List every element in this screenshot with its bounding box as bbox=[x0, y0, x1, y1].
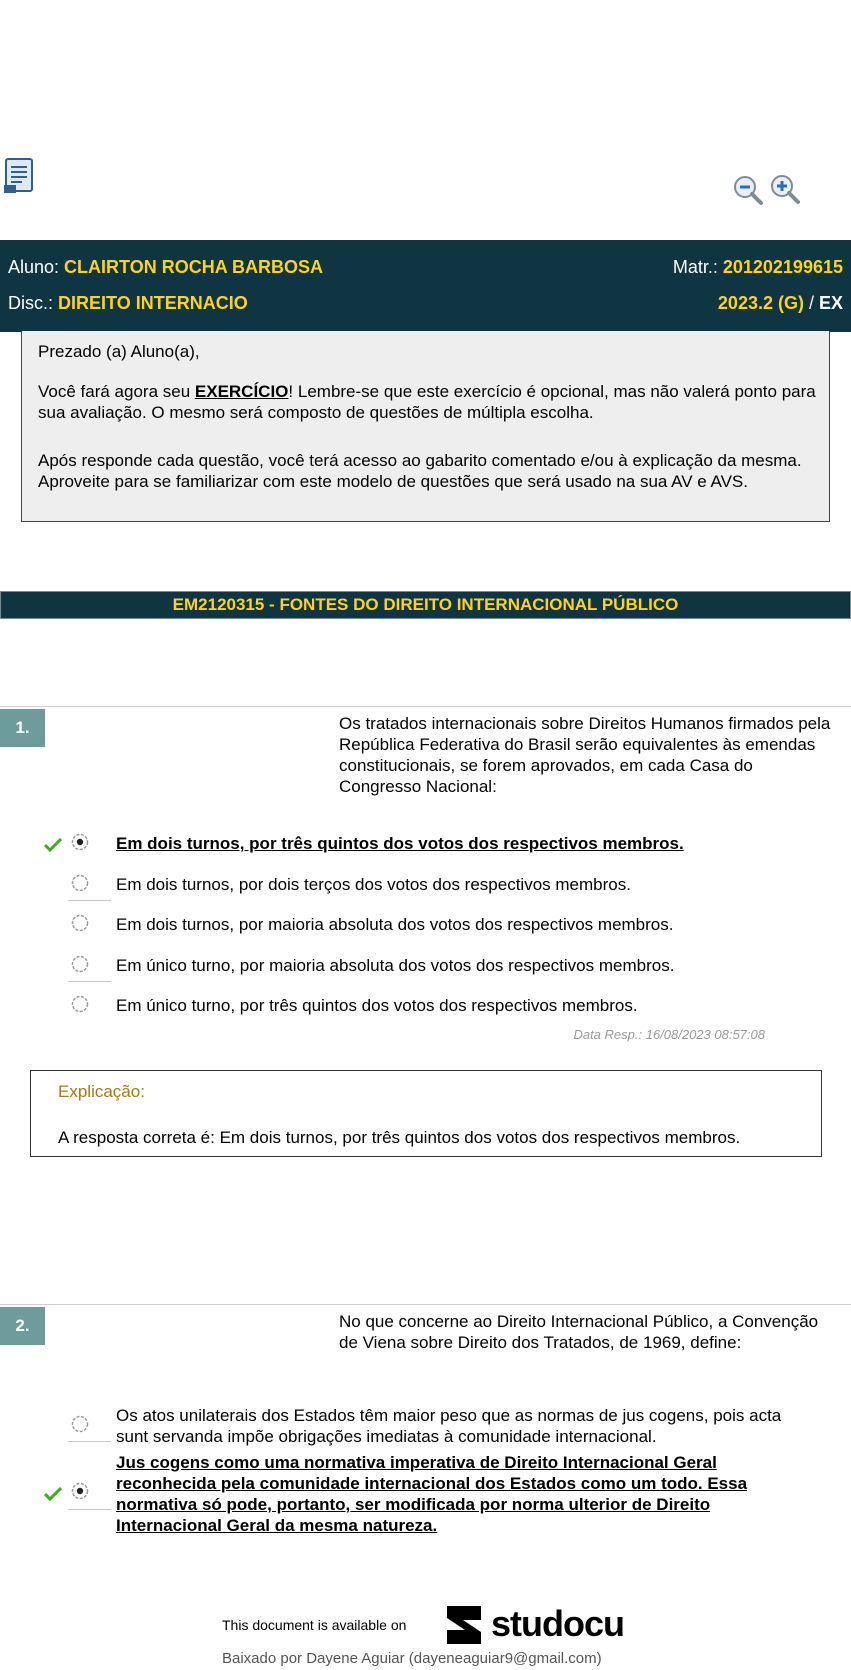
explanation-text: A resposta correta é: Em dois turnos, por três quintos dos votos dos respectivos membros. bbox=[58, 1128, 741, 1147]
radio-option-3[interactable] bbox=[71, 914, 89, 932]
period-info bbox=[718, 293, 843, 314]
period-slash: / bbox=[803, 293, 819, 313]
question-number: 1. bbox=[0, 709, 45, 747]
discipline-info bbox=[8, 293, 248, 314]
correct-check-icon bbox=[44, 838, 62, 852]
question-text: No que concerne ao Direito Internacional Público, a Convenção de Viena sobre Direito dos Tratados, de 1969, define: bbox=[339, 1312, 819, 1352]
radio-option-1-selected[interactable] bbox=[71, 833, 89, 851]
radio-option-2[interactable] bbox=[71, 874, 89, 892]
option-correct[interactable]: Jus cogens como uma normativa imperativa de Direito Internacional Geral reconhecida pela comunidade internacional dos Estados como um todo. Essa normativa só pode, portanto, ser modificada por norma ulterior de Direito Internacional Geral da mesma natureza. bbox=[116, 1453, 748, 1535]
option-separator bbox=[68, 900, 111, 901]
intro-box bbox=[21, 331, 830, 522]
intro-paragraph-2: Após responde cada questão, você terá acesso ao gabarito comentado e/ou à explicação da mesma. Aproveite para se familiarizar com este modelo de questões que será usado na sua AV e AVS. bbox=[38, 451, 802, 491]
intro-p1-bold: EXERCÍCIO bbox=[194, 382, 289, 401]
option-separator bbox=[68, 981, 111, 982]
option-text[interactable]: Os atos unilaterais dos Estados têm maior peso que as normas de jus cogens, pois acta sunt servanda impõe obrigações imediatas à comunidade internacional. bbox=[116, 1406, 782, 1446]
exam-type: EX bbox=[818, 293, 843, 313]
student-header bbox=[0, 240, 851, 332]
studocu-icon bbox=[441, 1602, 487, 1648]
intro-paragraph-1 bbox=[38, 381, 818, 423]
intro-p1-before: Você fará agora seu bbox=[38, 382, 195, 401]
radio-option-4[interactable] bbox=[71, 955, 89, 973]
student-info bbox=[8, 257, 323, 278]
radio-option-1[interactable] bbox=[71, 1415, 89, 1433]
question-number: 2. bbox=[0, 1307, 45, 1345]
option-text[interactable]: Em único turno, por três quintos dos votos dos respectivos membros. bbox=[116, 996, 638, 1015]
option-separator bbox=[68, 1509, 111, 1510]
studocu-logo[interactable] bbox=[441, 1600, 641, 1650]
period-value: 2023.2 (G) bbox=[717, 293, 804, 313]
matr-label: Matr.: bbox=[672, 257, 723, 277]
option-text[interactable]: Em dois turnos, por dois terços dos votos dos respectivos membros. bbox=[116, 875, 631, 894]
disc-label: Disc.: bbox=[8, 293, 59, 313]
correct-check-icon bbox=[44, 1487, 62, 1501]
question-divider bbox=[0, 1304, 851, 1305]
section-title: EM2120315 - FONTES DO DIREITO INTERNACIONAL PÚBLICO bbox=[0, 591, 851, 619]
option-correct[interactable]: Em dois turnos, por três quintos dos votos dos respectivos membros. bbox=[116, 834, 684, 853]
disc-value: DIREITO INTERNACIO bbox=[58, 293, 248, 313]
zoom-in-icon[interactable] bbox=[768, 172, 802, 206]
matr-value: 201202199615 bbox=[722, 257, 843, 277]
zoom-out-icon[interactable] bbox=[732, 174, 764, 206]
radio-option-2-selected[interactable] bbox=[71, 1482, 89, 1500]
option-text[interactable]: Em dois turnos, por maioria absoluta dos votos dos respectivos membros. bbox=[116, 915, 674, 934]
intro-greeting: Prezado (a) Aluno(a), bbox=[38, 342, 200, 361]
aluno-name: CLAIRTON ROCHA BARBOSA bbox=[64, 257, 324, 277]
footer-available-text: This document is available on bbox=[222, 1617, 407, 1633]
radio-option-5[interactable] bbox=[71, 995, 89, 1013]
aluno-label: Aluno: bbox=[8, 257, 65, 277]
question-text: Os tratados internacionais sobre Direitos Humanos firmados pela República Federativa do Brasil serão equivalentes às emendas constitucionais, se forem aprovados, em cada Casa do Congresso Nacional: bbox=[339, 714, 831, 796]
matricula-info bbox=[673, 257, 843, 278]
option-separator bbox=[68, 1441, 111, 1442]
document-icon[interactable] bbox=[2, 157, 36, 195]
explanation-box bbox=[30, 1070, 822, 1157]
explanation-title: Explicação: bbox=[58, 1082, 145, 1101]
intro-p1-after: ! Lembre-se que este exercício é opcional, mas não valerá ponto para sua avaliação. O mesmo será composto de questões de múltipla escolha. bbox=[38, 382, 816, 422]
option-text[interactable]: Em único turno, por maioria absoluta dos votos dos respectivos membros. bbox=[116, 956, 675, 975]
studocu-brand: studocu bbox=[491, 1603, 624, 1644]
question-divider bbox=[0, 706, 851, 707]
footer-downloaded-by: Baixado por Dayene Aguiar (dayeneaguiar9@gmail.com) bbox=[222, 1650, 602, 1667]
response-date: Data Resp.: 16/08/2023 08:57:08 bbox=[573, 1027, 765, 1042]
